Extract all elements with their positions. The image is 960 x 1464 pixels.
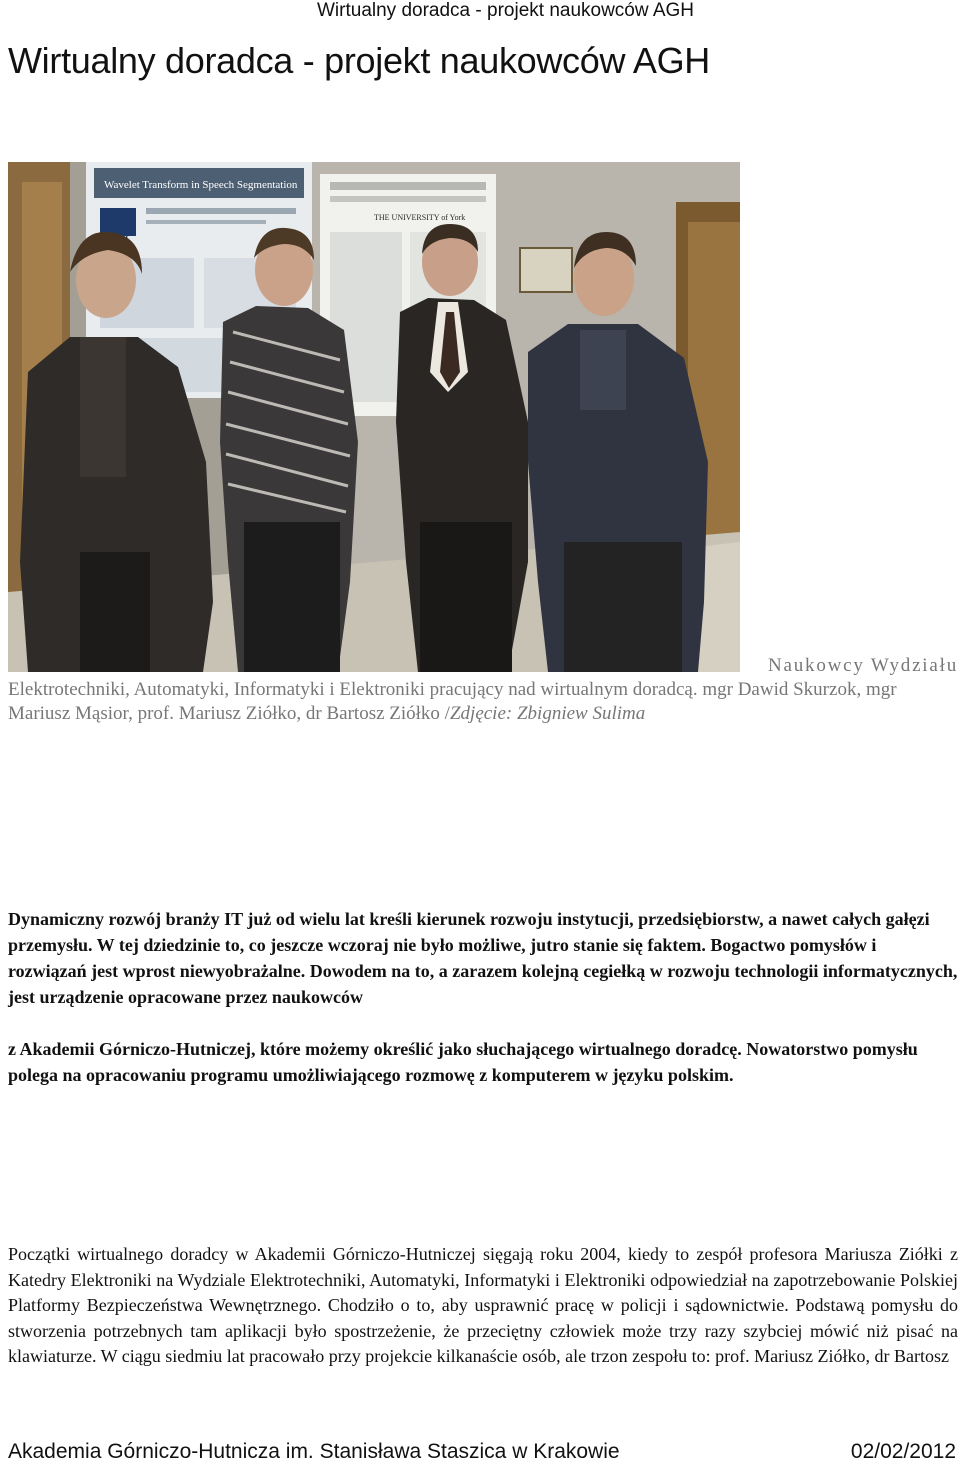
poster-right-org: THE UNIVERSITY of York — [374, 213, 466, 222]
footer-date: 02/02/2012 — [850, 1440, 956, 1463]
page-title: Wirtualny doradca - projekt naukowców AGH — [8, 40, 711, 81]
photo-credit: Zdjęcie: Zbigniew Sulima — [449, 703, 646, 724]
footer-publisher: Akademia Górniczo-Hutnicza im. Stanisława Staszica w Krakowie — [8, 1440, 620, 1463]
poster-left-title: Wavelet Transform in Speech Segmentation — [104, 179, 298, 191]
lead-part-1: Dynamiczny rozwój branży IT już od wielu lat kreśli kierunek rozwoju instytucji, przedsiębiorstw, a nawet całych gałęzi przemysłu. W tej dziedzinie to, co jeszcze wczoraj nie było możliwe, jutro stanie się faktem. Bogactwo pomysłów i rozwiązań jest wprost niewyobrażalne. Dowodem na to, a zarazem kolejną cegiełką w rozwoju technologii informatycznych, jest urządzenie opracowane przez naukowców — [8, 909, 958, 1007]
lead-part-2: z Akademii Górniczo-Hutniczej, które możemy określić jako słuchającego wirtualnego doradcę. Nowatorstwo pomysłu polega na opracowaniu programu umożliwiającego rozmowę z komputerem w języku polskim. — [8, 1039, 918, 1085]
article-photo — [8, 162, 740, 672]
caption-text: Elektrotechniki, Automatyki, Informatyki i Elektroniki pracujący nad wirtualnym doradcą. mgr Dawid Skurzok, mgr Mariusz Mąsior, prof. Mariusz Ziółko, dr Bartosz Ziółko / — [8, 679, 897, 724]
article-lead — [8, 906, 958, 1088]
photo-caption — [8, 654, 958, 726]
caption-first-segment: Naukowcy Wydziału — [767, 655, 958, 676]
running-header: Wirtualny doradca - projekt naukowców AGH — [317, 0, 694, 21]
article-body-paragraph: Początki wirtualnego doradcy w Akademii Górniczo-Hutniczej sięgają roku 2004, kiedy to zespół profesora Mariusza Ziółki z Katedry Elektroniki na Wydziale Elektrotechniki, Automatyki, Informatyki i Elektroniki odpowiedział na zapotrzebowanie Polskiej Platformy Bezpieczeństwa Wewnętrznego. Chodziło o to, aby usprawnić pracę w policji i sądownictwie. Podstawą pomysłu do stworzenia potrzebnych tam aplikacji było spostrzeżenie, że przeciętny człowiek może trzy razy szybciej mówić niż pisać na klawiaturze. W ciągu siedmiu lat pracowało przy projekcie kilkanaście osób, ale trzon zespołu to: prof. Mariusz Ziółko, dr Bartosz — [8, 1244, 958, 1366]
